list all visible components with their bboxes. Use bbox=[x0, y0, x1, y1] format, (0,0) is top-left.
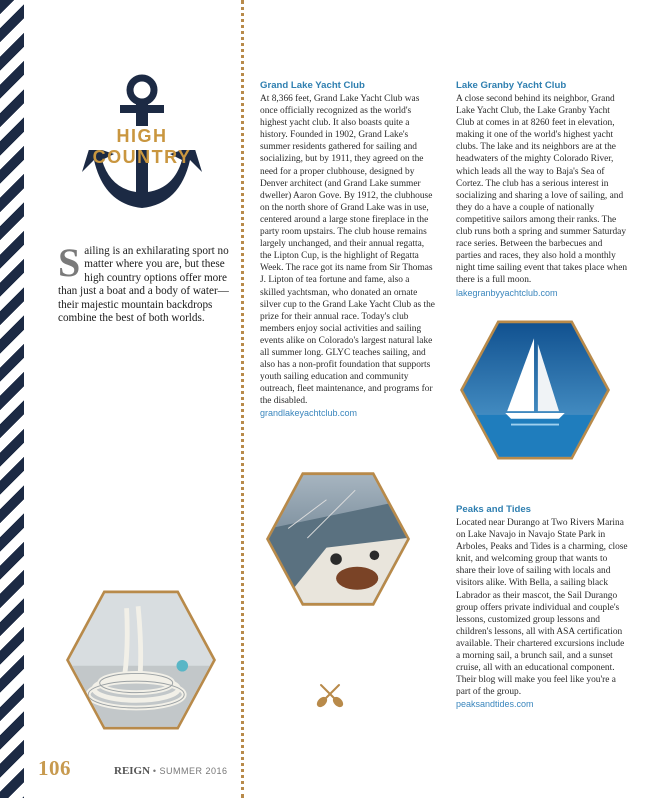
lake-granby-link[interactable]: lakegranbyyachtclub.com bbox=[456, 287, 558, 298]
magazine-title: REIGN bbox=[114, 765, 151, 777]
left-stripe-border bbox=[0, 0, 24, 798]
grand-lake-link[interactable]: grandlakeyachtclub.com bbox=[260, 408, 358, 419]
issue-label: • SUMMER 2016 bbox=[152, 766, 228, 776]
lake-granby-body: A close second behind its neighbor, Grand Lake Yacht Club, the Lake Granby Yacht Club at comes in at 8260 feet in elevation, making it one of the world's highest yacht clubs. The lake and its neighbors are at the headwaters of the mighty Colorado River, which leads all the way to Baja's Sea of Cortez. The club has a serious interest in socializing and sharing a love of sailing, and they do a have a couple of nationally competitive sailors among their ranks. The club runs both a spring and summer Saturday race series. Between the barbecues and parties and races, they also hold a monthly night time sailing event that takes place when there is a full moon. bbox=[456, 94, 628, 286]
lake-granby-article bbox=[456, 80, 628, 299]
crossed-oars-icon bbox=[316, 680, 344, 708]
ship-deck-icon bbox=[269, 471, 407, 607]
peaks-and-tides-heading: Peaks and Tides bbox=[456, 504, 532, 515]
grand-lake-article bbox=[260, 80, 436, 420]
peaks-and-tides-article bbox=[456, 504, 628, 711]
rope-photo-hexagon bbox=[66, 586, 216, 734]
sailboat-icon bbox=[463, 319, 607, 461]
magazine-name bbox=[114, 765, 228, 777]
logo-text: HIGH COUNTRY bbox=[92, 126, 192, 167]
rope-icon bbox=[69, 589, 213, 731]
sailboat-photo-hexagon bbox=[460, 316, 610, 464]
peaks-and-tides-body: Located near Durango at Two Rivers Marina on Lake Navajo in Navajo State Park in Arboles, Peaks and Tides is a charming, close knit, and welcoming group that wants to share their love of sailing with locals and visitors alike. With Bella, a sailing black Labrador as their mascot, the Sail Durango group offers private individual and couple's lessons, customized group lessons and children's lessons, all with ASA certification available. Their chartered excursions include a morning sail, a brunch sail, and a sunset cruise, all with an educational component. Their blog will make you feel like you're a part of the group. bbox=[456, 518, 628, 698]
high-country-logo bbox=[64, 72, 220, 222]
drop-cap: S bbox=[58, 240, 81, 285]
peaks-and-tides-link[interactable]: peaksandtides.com bbox=[456, 699, 534, 710]
page-footer bbox=[38, 756, 228, 781]
grand-lake-heading: Grand Lake Yacht Club bbox=[260, 80, 365, 91]
grand-lake-body: At 8,366 feet, Grand Lake Yacht Club was once officially recognized as the world's highest yacht club. It also boasts quite a history. Founded in 1902, Grand Lake's summer residents gathered for sailing and socializing, but by 1911, they agreed on the need for a proper clubhouse, designed by Denver architect (and Grand Lake summer dweller) Aaron Gove. By 1912, the clubhouse on the north shore of Grand Lake was in use, centered around a large stone fireplace in the party room upstairs. The club house remains largely unchanged, and their annual regatta, the Lipton Cup, is the highlight of Regatta Week. The race got its name from Sir Thomas J. Lipton of tea fortune and fame, also a skilled yachtsman, who donated an ornate silver cup to the Grand Lake Yacht Club as the prize for their annual race. Today's club members enjoy social activities and sailing events alike on Colorado's largest natural lake all summer long. GLYC teaches sailing, and also has a non-profit foundation that supports youth sailing education and community outreach, fleet maintenance, and programs for the disabled. bbox=[260, 94, 435, 407]
dotted-column-divider bbox=[241, 0, 244, 798]
lake-granby-heading: Lake Granby Yacht Club bbox=[456, 80, 567, 91]
intro-paragraph bbox=[58, 240, 230, 325]
ship-deck-photo-hexagon bbox=[266, 468, 410, 610]
page-number: 106 bbox=[38, 756, 71, 780]
intro-text: ailing is an exhilarating sport no matter where you are, but these high country options offer more than just a boat and a body of water—their majestic mountain backdrops combine the best of both worlds. bbox=[58, 245, 229, 325]
